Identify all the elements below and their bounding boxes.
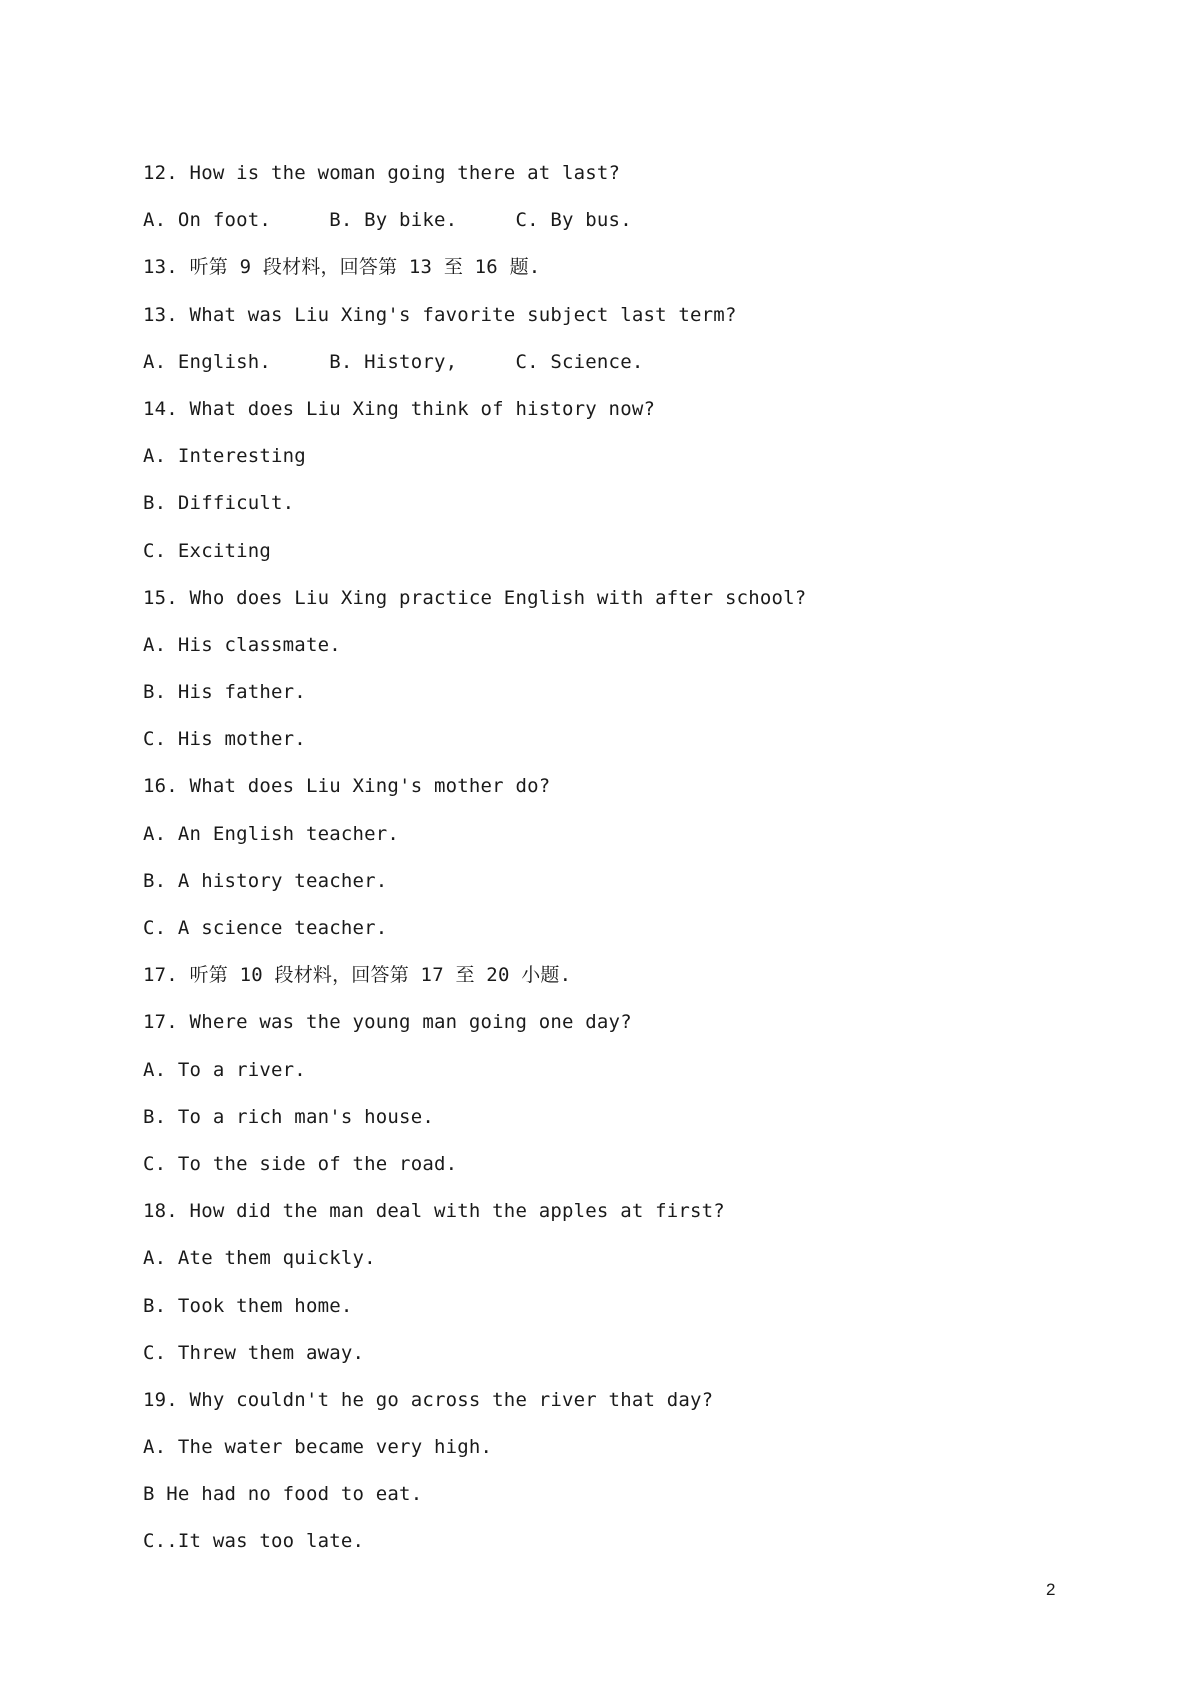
question-19: 19. Why couldn't he go across the river that day? <box>143 1388 714 1411</box>
question-12: 12. How is the woman going there at last? <box>143 162 621 184</box>
question-13-options: A. English. B. History, C. Science. <box>143 350 644 373</box>
question-17-option-c: C. To the side of the road. <box>143 1152 458 1175</box>
question-18-option-b: B. Took them home. <box>143 1294 353 1317</box>
question-17-option-b: B. To a rich man's house. <box>143 1105 434 1128</box>
question-14: 14. What does Liu Xing think of history now? <box>143 397 656 420</box>
question-14-option-b: B. Difficult. <box>143 492 295 515</box>
question-17: 17. Where was the young man going one day? <box>143 1011 632 1034</box>
question-13: 13. What was Liu Xing's favorite subject last term? <box>143 303 737 326</box>
question-18: 18. How did the man deal with the apples at first? <box>143 1200 725 1223</box>
section-instruction-9: 13. 听第 9 段材料，回答第 13 至 16 题. <box>143 256 541 279</box>
question-19-option-c: C..It was too late. <box>143 1530 365 1553</box>
question-15: 15. Who does Liu Xing practice English with after school? <box>143 586 807 609</box>
question-15-option-a: A. His classmate. <box>143 633 341 656</box>
question-16-option-b: B. A history teacher. <box>143 869 388 892</box>
question-16-option-c: C. A science teacher. <box>143 917 388 939</box>
section-instruction-10: 17. 听第 10 段材料，回答第 17 至 20 小题. <box>143 964 572 987</box>
question-14-option-a: A. Interesting <box>143 445 306 468</box>
question-14-option-c: C. Exciting <box>143 539 272 562</box>
question-15-option-c: C. His mother. <box>143 728 306 751</box>
question-19-option-b: B He had no food to eat. <box>143 1483 423 1506</box>
question-12-options: A. On foot. B. By bike. C. By bus. <box>143 209 632 232</box>
question-18-option-a: A. Ate them quickly. <box>143 1247 376 1270</box>
question-19-option-a: A. The water became very high. <box>143 1436 493 1459</box>
question-15-option-b: B. His father. <box>143 681 306 704</box>
page-number: 2 <box>1046 1580 1056 1599</box>
question-17-option-a: A. To a river. <box>143 1058 306 1081</box>
question-16-option-a: A. An English teacher. <box>143 822 400 845</box>
exam-questions <box>143 150 1103 1566</box>
question-16: 16. What does Liu Xing's mother do? <box>143 775 551 798</box>
question-18-option-c: C. Threw them away. <box>143 1341 365 1364</box>
